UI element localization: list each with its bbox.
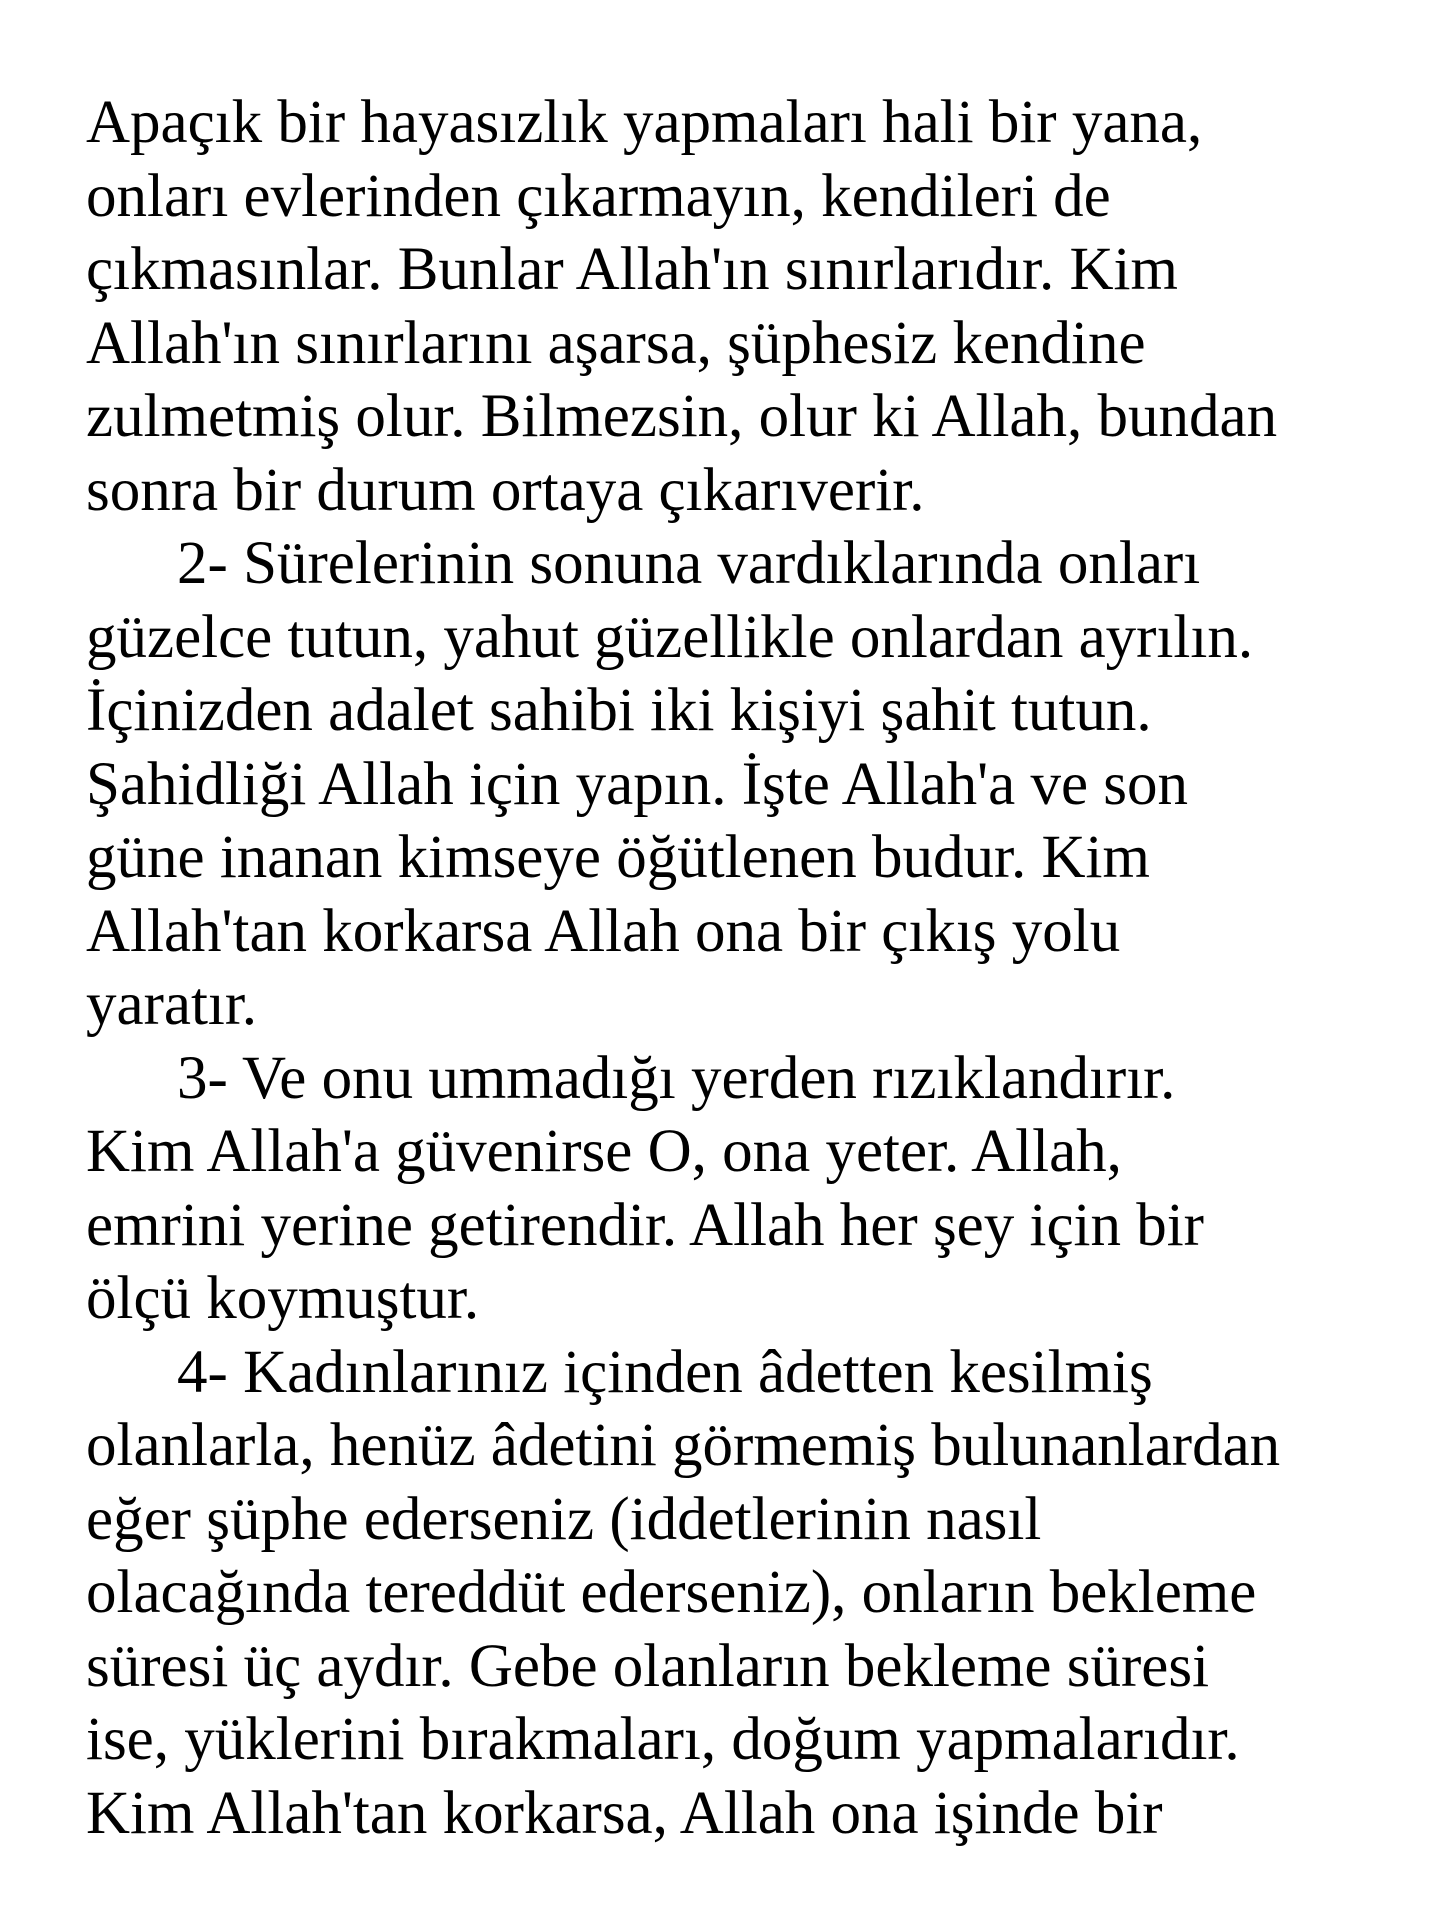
verse-3-start: 3- Ve onu ummadığı yerden rızıklandırır. (177, 1044, 1176, 1112)
text-line: onları evlerinden çıkarmayın, kendileri de (86, 162, 1111, 230)
text-line: güne inanan kimseye öğütlenen budur. Kim (86, 824, 1150, 891)
text-line: Apaçık bir hayasızlık yapmaları hali bir yana, (86, 89, 1203, 156)
text-line: eğer şüphe ederseniz (iddetlerinin nasıl (86, 1485, 1042, 1553)
text-line: çıkmasınlar. Bunlar Allah'ın sınırlarıdır. Kim (86, 236, 1178, 303)
verse-2-start: 2- Sürelerinin sonuna vardıklarında onları (177, 530, 1201, 597)
text-line: Kim Allah'a güvenirse O, ona yeter. Allah, (86, 1118, 1122, 1185)
text-line: zulmetmiş olur. Bilmezsin, olur ki Allah, bundan (86, 383, 1278, 450)
text-line: Allah'ın sınırlarını aşarsa, şüphesiz kendine (86, 309, 1146, 377)
text-line: Şahidliği Allah için yapın. İşte Allah'a ve son (86, 750, 1189, 818)
verse-4-start: 4- Kadınlarınız içinden âdetten kesilmiş (177, 1338, 1153, 1406)
text-line: ölçü koymuştur. (86, 1265, 480, 1332)
text-line: sonra bir durum ortaya çıkarıverir. (86, 456, 925, 524)
text-line: olanlarla, henüz âdetini görmemiş bulunanlardan (86, 1412, 1281, 1479)
text-line: İçinizden adalet sahibi iki kişiyi şahit tutun. (86, 677, 1152, 744)
text-line: Allah'tan korkarsa Allah ona bir çıkış yolu (86, 897, 1121, 965)
text-line: ise, yüklerini bırakmaları, doğum yapmalarıdır. (86, 1706, 1240, 1773)
text-line: Kim Allah'tan korkarsa, Allah ona işinde bir (86, 1779, 1163, 1847)
text-line: emrini yerine getirendir. Allah her şey için bir (86, 1191, 1204, 1259)
text-line: güzelce tutun, yahut güzellikle onlardan ayrılın. (86, 603, 1254, 671)
page-text (86, 86, 1406, 1850)
text-line: olacağında tereddüt ederseniz), onların bekleme (86, 1559, 1257, 1626)
text-line: yaratır. (86, 971, 258, 1038)
text-line: süresi üç aydır. Gebe olanların bekleme süresi (86, 1632, 1210, 1700)
